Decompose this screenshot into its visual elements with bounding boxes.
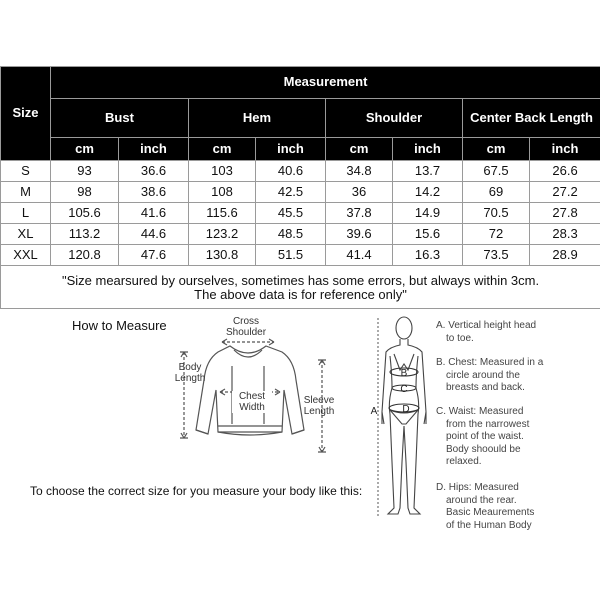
marker-b: B	[400, 368, 408, 379]
value-cell: 93	[51, 161, 119, 182]
value-cell: 40.6	[256, 161, 326, 182]
value-cell: 115.6	[189, 203, 256, 224]
value-cell: 120.8	[51, 245, 119, 266]
value-cell: 38.6	[119, 182, 189, 203]
marker-a: A	[370, 406, 378, 417]
hem-header: Hem	[189, 99, 326, 138]
sweater-diagram	[170, 320, 340, 460]
value-cell: 103	[189, 161, 256, 182]
how-to-measure-title: How to Measure	[72, 318, 167, 333]
table-note-line-2: The above data is for reference only"	[194, 287, 407, 302]
legend-a: A. Vertical height head to toe.	[436, 320, 537, 344]
value-cell: 34.8	[326, 161, 393, 182]
unit-inch: inch	[256, 138, 326, 161]
value-cell: 16.3	[393, 245, 463, 266]
value-cell: 27.8	[530, 203, 600, 224]
value-cell: 130.8	[189, 245, 256, 266]
value-cell: 48.5	[256, 224, 326, 245]
value-cell: 41.6	[119, 203, 189, 224]
value-cell: 13.7	[393, 161, 463, 182]
value-cell: 44.6	[119, 224, 189, 245]
size-row	[1, 161, 600, 182]
value-cell: 67.5	[463, 161, 530, 182]
unit-inch: inch	[119, 138, 189, 161]
value-cell: 14.2	[393, 182, 463, 203]
size-cell: S	[1, 161, 51, 182]
value-cell: 15.6	[393, 224, 463, 245]
size-row	[1, 203, 600, 224]
unit-inch: inch	[393, 138, 463, 161]
legend-d: D. Hips: Measured around the rear. Basic Meaurements of the Human Body	[436, 482, 535, 531]
legend-c: C. Waist: Measured from the narrowest point of the waist. Body shoould be relaxed.	[436, 406, 530, 467]
table-note-line-1: "Size mearsured by ourselves, sometimes has some errors, but always within 3cm.	[61, 272, 540, 288]
size-row	[1, 245, 600, 266]
unit-cm: cm	[51, 138, 119, 161]
unit-cm: cm	[463, 138, 530, 161]
size-cell: M	[1, 182, 51, 203]
value-cell: 73.5	[463, 245, 530, 266]
unit-cm: cm	[326, 138, 393, 161]
value-cell: 37.8	[326, 203, 393, 224]
value-cell: 39.6	[326, 224, 393, 245]
unit-cm: cm	[189, 138, 256, 161]
value-cell: 28.9	[530, 245, 600, 266]
value-cell: 28.3	[530, 224, 600, 245]
value-cell: 69	[463, 182, 530, 203]
value-cell: 14.9	[393, 203, 463, 224]
value-cell: 113.2	[51, 224, 119, 245]
measurement-header: Measurement	[51, 67, 600, 99]
value-cell: 36.6	[119, 161, 189, 182]
size-cell: L	[1, 203, 51, 224]
value-cell: 72	[463, 224, 530, 245]
marker-c: C	[400, 384, 408, 395]
value-cell: 41.4	[326, 245, 393, 266]
sleeve-length-label: Sleeve Length	[303, 395, 335, 417]
value-cell: 26.6	[530, 161, 600, 182]
body-diagram	[370, 312, 434, 524]
value-cell: 36	[326, 182, 393, 203]
size-column-header: Size	[1, 67, 51, 161]
cross-shoulder-label: Cross Shoulder	[226, 316, 267, 338]
center-back-length-header: Center Back Length	[463, 99, 600, 138]
value-cell: 108	[189, 182, 256, 203]
value-cell: 27.2	[530, 182, 600, 203]
value-cell: 47.6	[119, 245, 189, 266]
body-length-label: Body Length	[174, 362, 206, 384]
value-cell: 105.6	[51, 203, 119, 224]
value-cell: 123.2	[189, 224, 256, 245]
size-cell: XL	[1, 224, 51, 245]
size-row	[1, 182, 600, 203]
unit-inch: inch	[530, 138, 600, 161]
size-chart-table	[0, 66, 600, 309]
value-cell: 42.5	[256, 182, 326, 203]
bust-header: Bust	[51, 99, 189, 138]
size-cell: XXL	[1, 245, 51, 266]
shoulder-header: Shoulder	[326, 99, 463, 138]
legend-b: B. Chest: Measured in a circle around the breasts and back.	[436, 357, 544, 393]
value-cell: 98	[51, 182, 119, 203]
value-cell: 45.5	[256, 203, 326, 224]
size-row	[1, 224, 600, 245]
chest-width-label: Chest Width	[232, 391, 272, 413]
value-cell: 70.5	[463, 203, 530, 224]
measure-instruction: To choose the correct size for you measure your body like this:	[30, 484, 363, 498]
table-note	[1, 266, 600, 309]
value-cell: 51.5	[256, 245, 326, 266]
marker-d: D	[402, 404, 410, 415]
